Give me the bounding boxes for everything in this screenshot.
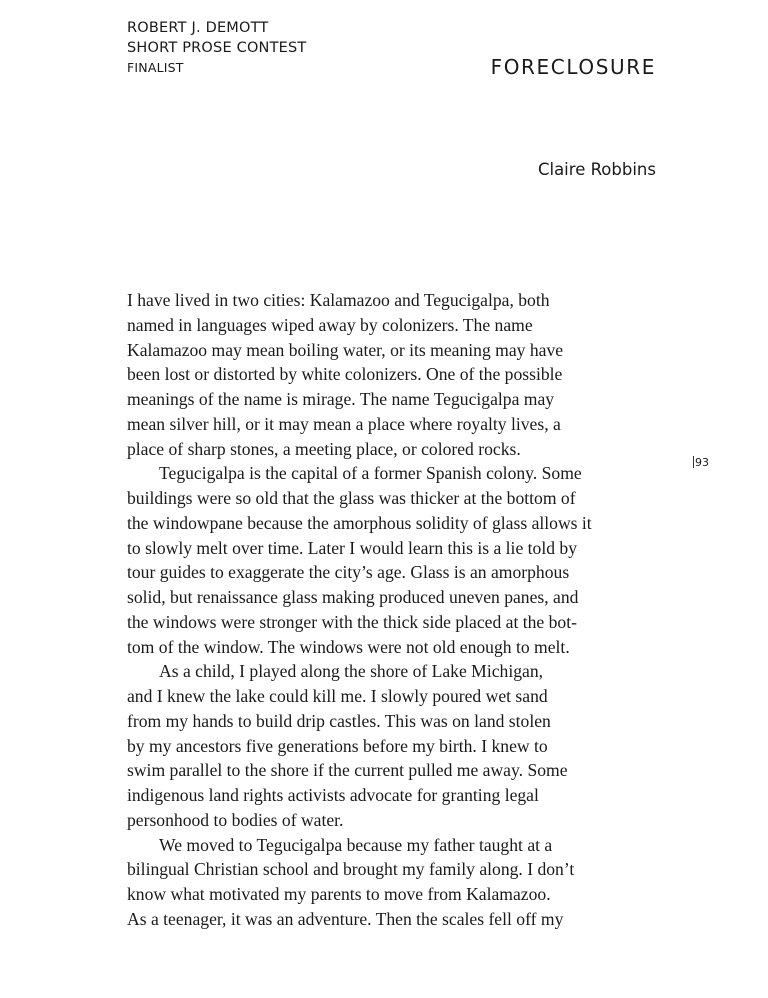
- body-line: solid, but renaissance glass making produced uneven panes, and: [127, 587, 579, 607]
- body-line: the windowpane because the amorphous solidity of glass allows it: [127, 512, 592, 533]
- body-line: As a child, I played along the shore of Lake Michigan,: [159, 661, 544, 682]
- body-line: indigenous land rights activists advocate for granting legal: [127, 785, 539, 805]
- body-line: buildings were so old that the glass was thicker at the bottom of: [127, 488, 576, 508]
- body-line: Tegucigalpa is the capital of a former Spanish colony. Some: [159, 463, 582, 484]
- story-body: [127, 288, 647, 932]
- body-line: place of sharp stones, a meeting place, or colored rocks.: [127, 438, 521, 459]
- contest-label: [127, 19, 306, 78]
- story-title: FORECLOSURE: [490, 55, 656, 79]
- body-line: from my hands to build drip castles. This was on land stolen: [127, 710, 551, 731]
- body-line: and I knew the lake could kill me. I slowly poured wet sand: [127, 686, 548, 706]
- body-line: know what motivated my parents to move from Kalamazoo.: [127, 884, 551, 904]
- contest-status: FINALIST: [127, 60, 184, 75]
- body-line: I have lived in two cities: Kalamazoo and Tegucigalpa, both: [127, 290, 550, 310]
- page-number-value: 93: [695, 456, 709, 469]
- body-line: to slowly melt over time. Later I would learn this is a lie told by: [127, 537, 578, 558]
- author-name: Claire Robbins: [537, 160, 656, 179]
- body-line: by my ancestors five generations before my birth. I knew to: [127, 735, 548, 756]
- body-line: been lost or distorted by white colonizers. One of the possible: [127, 364, 563, 385]
- body-line: tour guides to exaggerate the city’s age. Glass is an amorphous: [127, 562, 570, 583]
- body-line: mean silver hill, or it may mean a place where royalty lives, a: [127, 413, 561, 434]
- body-line: tom of the window. The windows were not old enough to melt.: [127, 636, 570, 657]
- body-line: personhood to bodies of water.: [127, 809, 344, 830]
- page-number: [693, 456, 709, 469]
- body-line: Kalamazoo may mean boiling water, or its meaning may have: [127, 339, 564, 360]
- body-line: named in languages wiped away by colonizers. The name: [127, 314, 533, 335]
- contest-type: SHORT PROSE CONTEST: [127, 39, 307, 56]
- body-line: meanings of the name is mirage. The name Tegucigalpa may: [127, 389, 555, 409]
- body-line: the windows were stronger with the thick side placed at the bot-: [127, 611, 577, 632]
- body-line: swim parallel to the shore if the current pulled me away. Some: [127, 760, 568, 781]
- body-line: As a teenager, it was an adventure. Then the scales fell off my: [127, 908, 564, 929]
- body-line: We moved to Tegucigalpa because my father taught at a: [159, 834, 553, 855]
- body-line: bilingual Christian school and brought my family along. I don’t: [127, 859, 575, 880]
- contest-name: ROBERT J. DEMOTT: [127, 20, 269, 36]
- folio-rule: [693, 456, 694, 468]
